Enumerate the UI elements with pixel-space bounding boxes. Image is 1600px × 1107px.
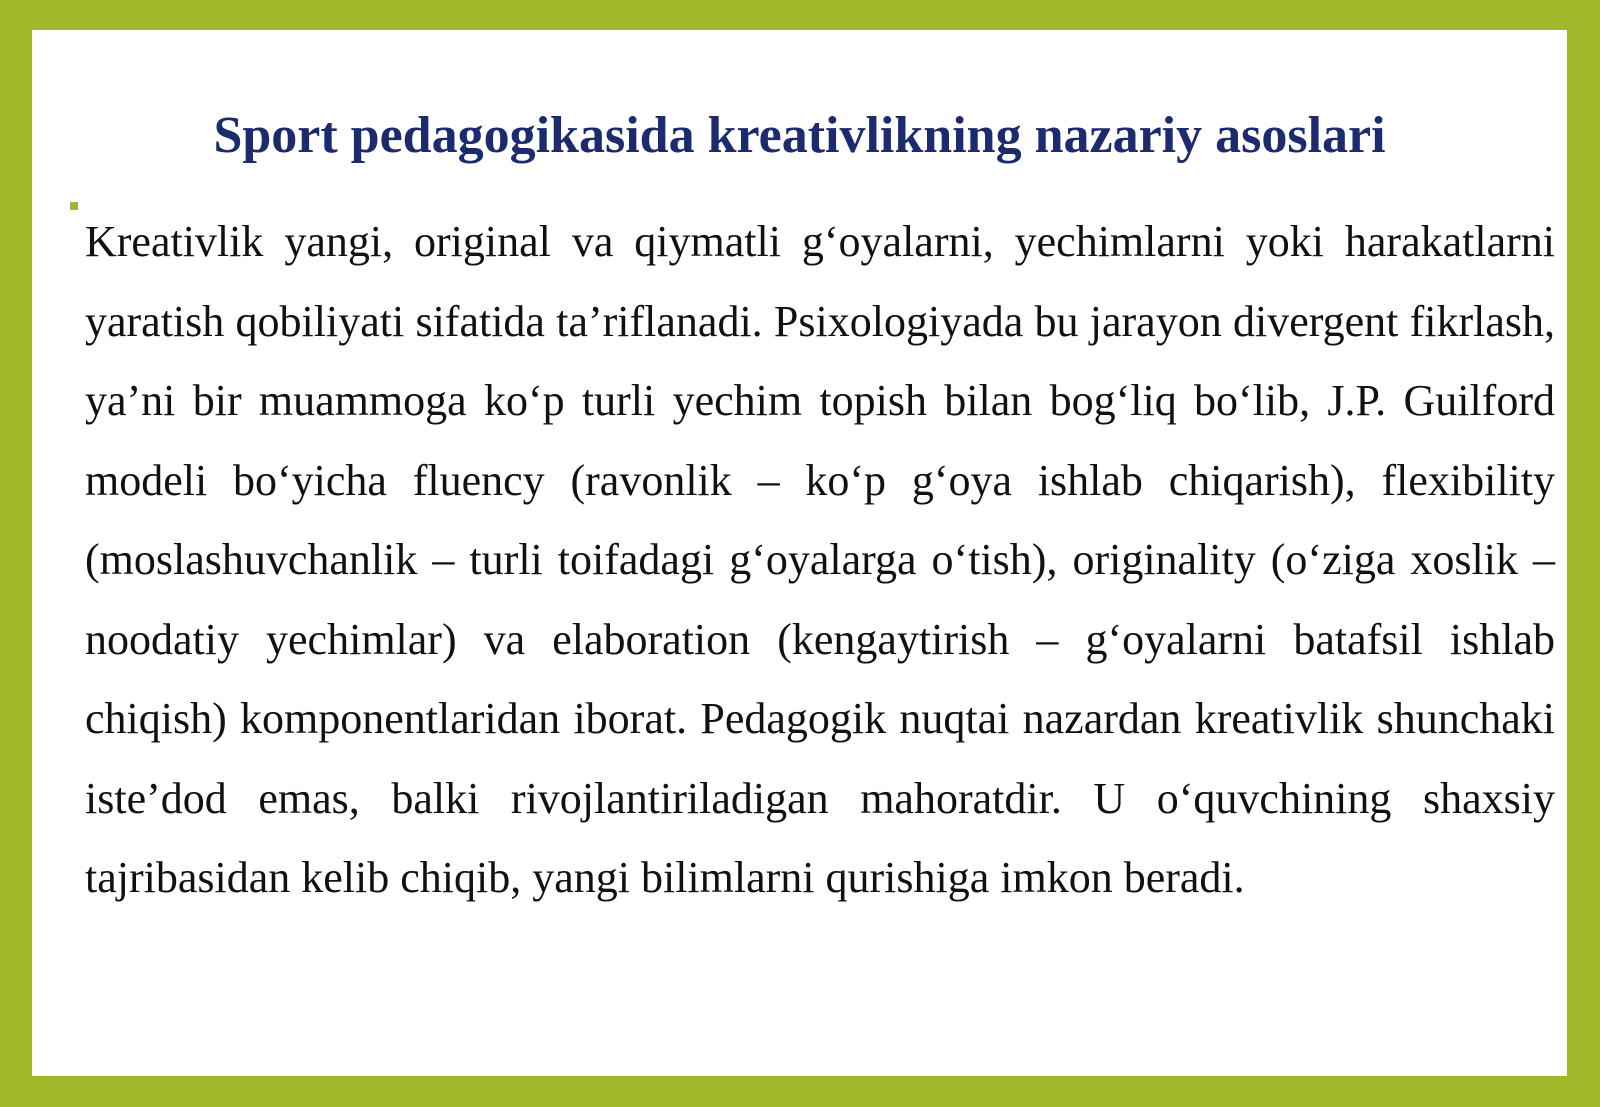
bullet-marker — [70, 202, 78, 210]
slide-title: Sport pedagogikasida kreativlikning nazariy asoslari — [213, 107, 1386, 164]
body-paragraph: Kreativlik yangi, original va qiymatli g‘oyalarni, yechimlarni yoki harakatlarni yaratish qobiliyati sifatida ta’riflanadi. Psixologiyada bu jarayon divergent fikrlash, ya’ni bir muammoga ko‘p turli yechim topish bilan bog‘liq bo‘lib, J.P. Guilford modeli bo‘yicha fluency (ravonlik – ko‘p g‘oya ishlab chiqarish), flexibility (moslashuvchanlik – turli toifadagi g‘oyalarga o‘tish), originality (o‘ziga xoslik – noodatiy yechimlar) va elaboration (kengaytirish – g‘oyalarni batafsil ishlab chiqish) komponentlaridan iborat. Pedagogik nuqtai nazardan kreativlik shunchaki iste’dod emas, balki rivojlantiriladigan mahoratdir. U o‘quvchining shaxsiy tajribasidan kelib chiqib, yangi bilimlarni qurishiga imkon beradi. — [85, 217, 1555, 902]
slide-content-area — [32, 30, 1567, 1076]
